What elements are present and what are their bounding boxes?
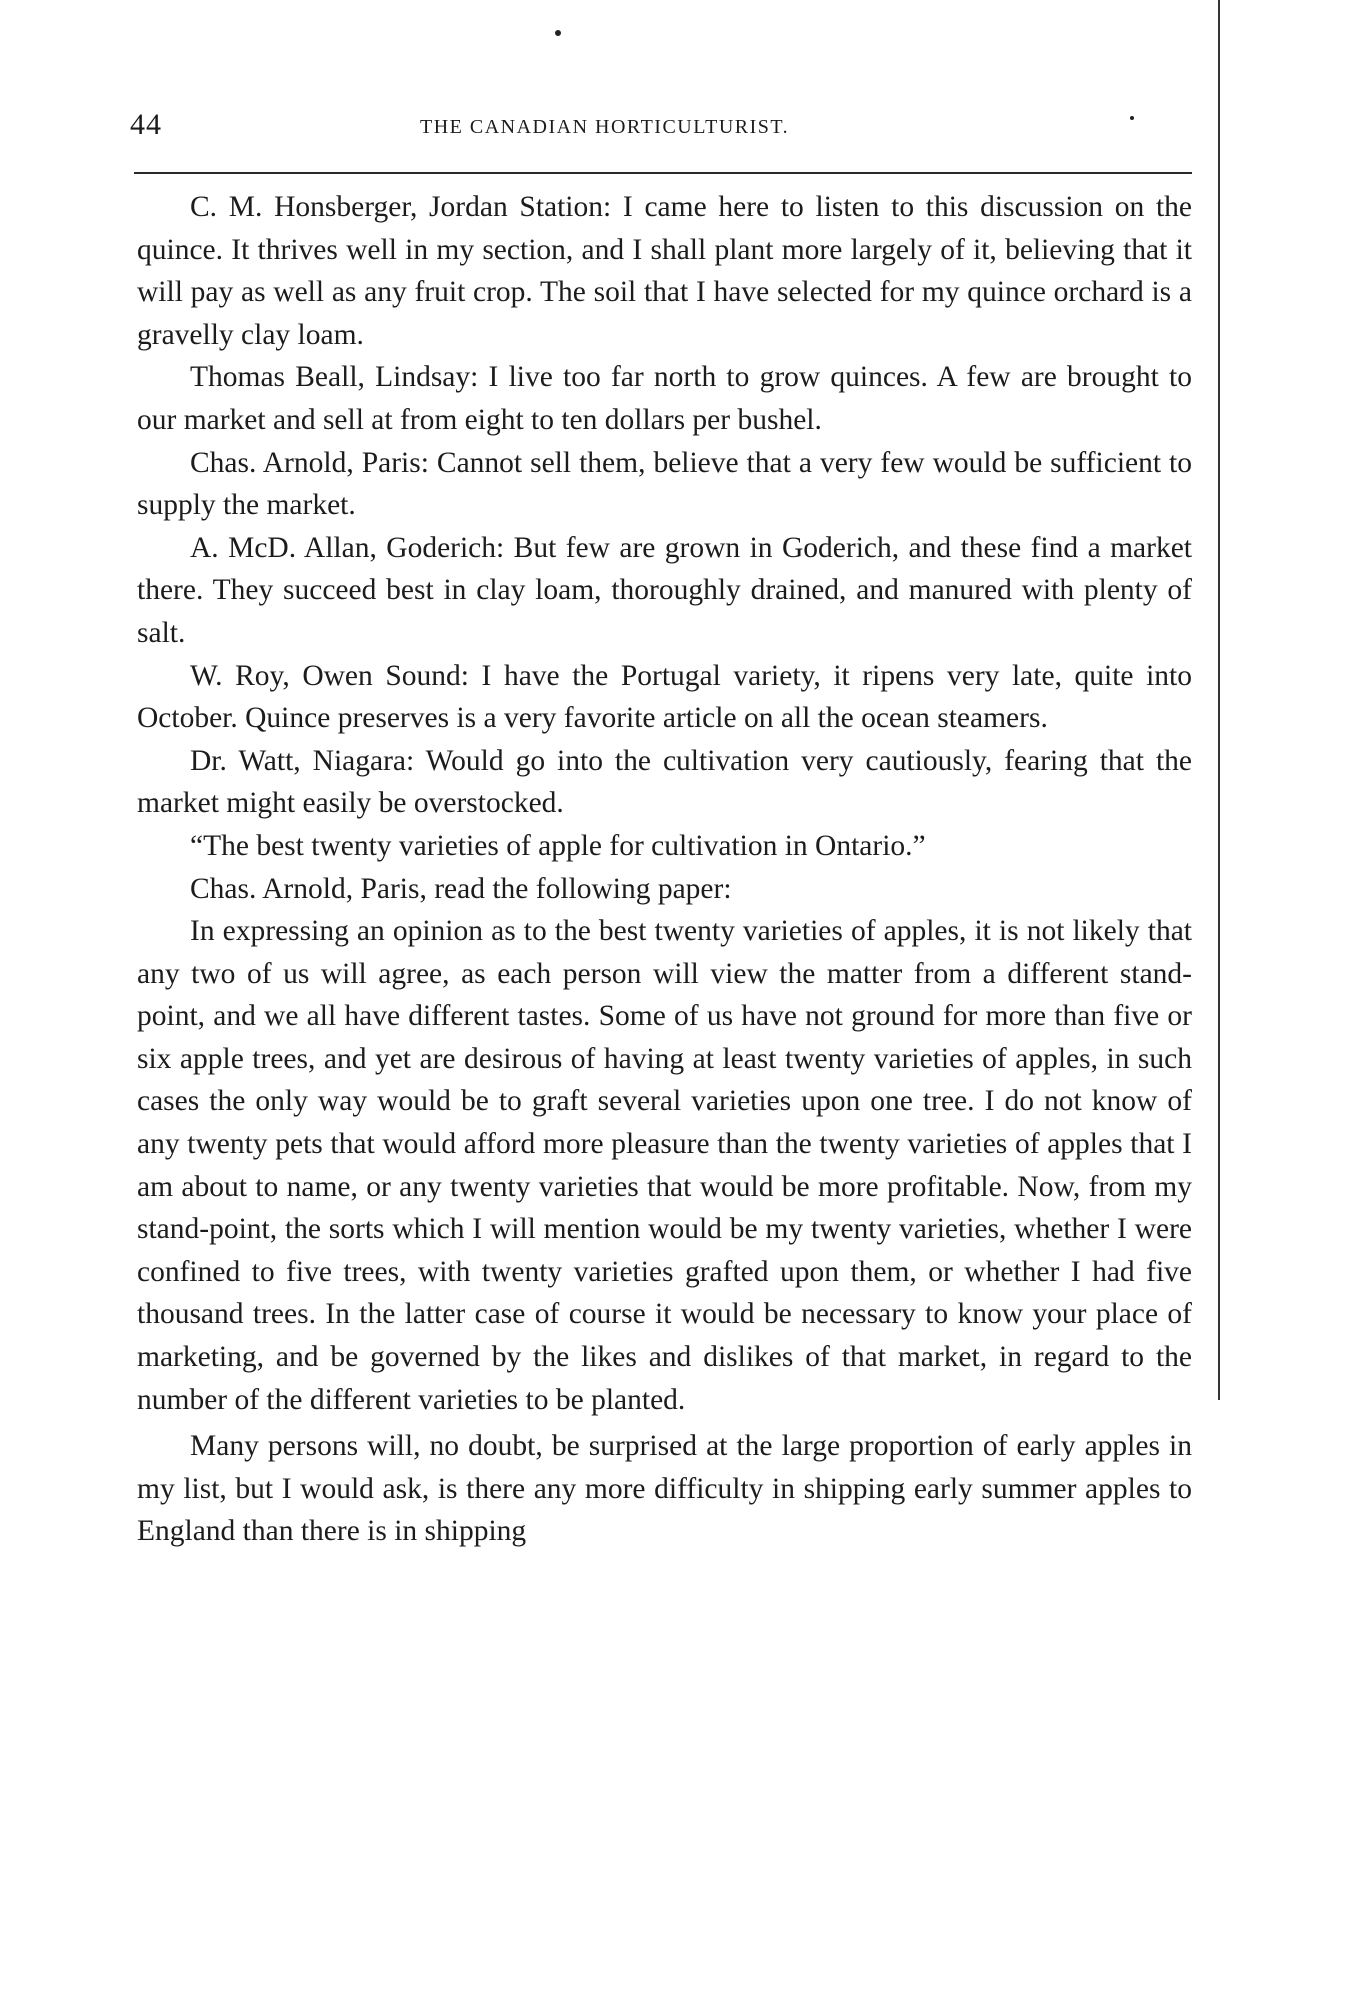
running-title: THE CANADIAN HORTICULTURIST. — [420, 116, 790, 138]
page-number: 44 — [130, 108, 162, 141]
body-text — [137, 186, 1192, 1553]
page-edge-line — [1218, 0, 1220, 1400]
printer-speck — [555, 30, 561, 36]
paragraph-honsberger: C. M. Honsberger, Jordan Station: I came here to listen to this discussion on the quince. It thrives well in my section, and I shall plant more largely of it, believing that it will pay as well as any fruit crop. The soil that I have selected for my quince orchard is a gravelly clay loam. — [137, 191, 1192, 351]
paper-topic: “The best twenty varieties of apple for cultivation in Ontario.” — [190, 829, 926, 862]
paragraph-watt: Dr. Watt, Niagara: Would go into the cultivation very cautiously, fearing that the market might easily be overstocked. — [137, 744, 1192, 820]
paragraph-roy: W. Roy, Owen Sound: I have the Portugal variety, it ripens very late, quite into October. Quince preserves is a very favorite article on all the ocean steamers. — [137, 659, 1192, 735]
header-ink-dot — [1130, 116, 1134, 120]
paragraph-beall: Thomas Beall, Lindsay: I live too far north to grow quinces. A few are brought to our market and sell at from eight to ten dollars per bushel. — [137, 361, 1192, 436]
paper-intro: Chas. Arnold, Paris, read the following paper: — [190, 872, 732, 905]
paragraph-expressing-opinion: In expressing an opinion as to the best twenty varieties of apples, it is not likely that any two of us will agree, as each person will view the matter from a different stand-point, and we all have different tastes. Some of us have not ground for more than five or six apple trees, and yet are desirous of having at least twenty varieties of apples, in such cases the only way would be to graft several varieties upon one tree. I do not know of any twenty pets that would afford more pleasure than the twenty varieties of apples that I am about to name, or any twenty varieties that would be more profitable. Now, from my stand-point, the sorts which I will mention would be my twenty varieties, whether I were confined to five trees, with twenty varieties grafted upon them, or whether I had five thousand trees. In the latter case of course it would be necessary to know your place of marketing, and be governed by the likes and dislikes of that market, in regard to the number of the different varieties to be planted. — [137, 915, 1192, 1416]
header-rule — [134, 172, 1192, 174]
paragraph-arnold-quince: Chas. Arnold, Paris: Cannot sell them, believe that a very few would be sufficient to supply the market. — [137, 446, 1192, 522]
paragraph-many-persons: Many persons will, no doubt, be surprised at the large proportion of early apples in my list, but I would ask, is there any more difficulty in shipping early summer apples to England than there is in shipping — [137, 1430, 1192, 1548]
page-header — [130, 108, 1195, 148]
paragraph-allan: A. McD. Allan, Goderich: But few are grown in Goderich, and these find a market there. They succeed best in clay loam, thoroughly drained, and manured with plenty of salt. — [137, 531, 1192, 649]
